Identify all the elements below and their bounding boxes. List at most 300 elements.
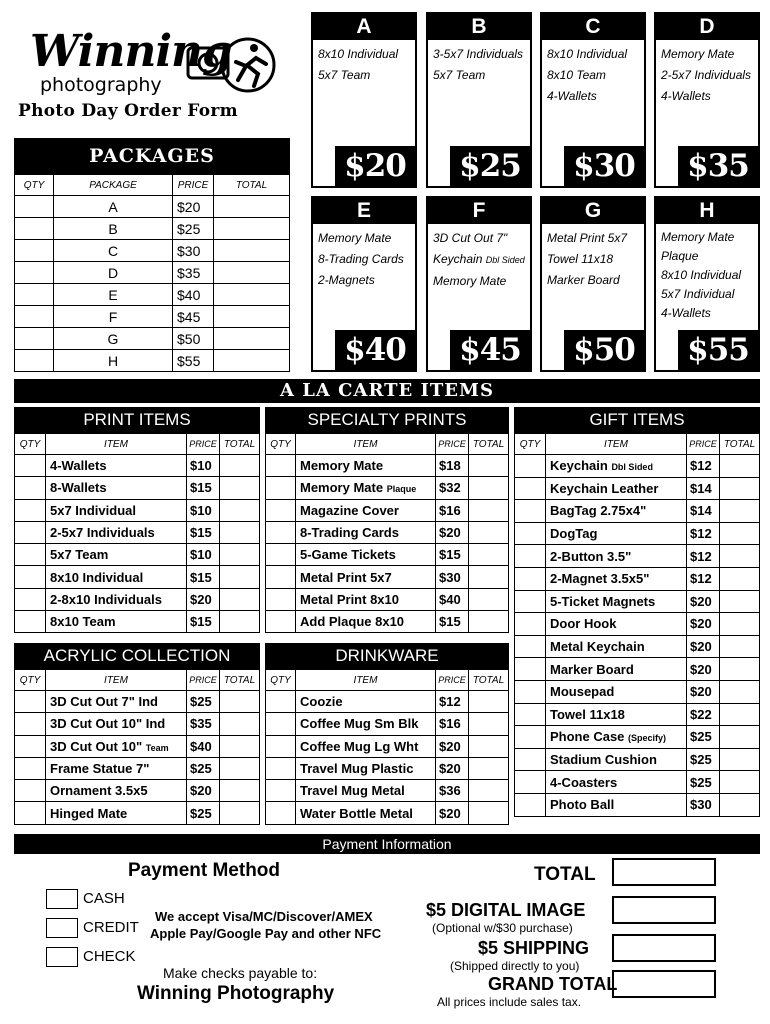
specialty-prints-table: [265, 433, 509, 633]
item-name: Ornament 3.5x5: [50, 783, 148, 799]
qty-cell[interactable]: [266, 611, 296, 633]
item-row: [15, 780, 260, 802]
item-price: $12: [687, 522, 720, 545]
card-price: $20: [335, 146, 415, 186]
item-name: DogTag: [550, 526, 598, 542]
item-row: [266, 691, 509, 713]
qty-cell[interactable]: [515, 590, 546, 613]
item-name-cell: [46, 544, 187, 566]
qty-cell[interactable]: [266, 521, 296, 543]
item-name: Magazine Cover: [300, 502, 399, 518]
package-row: [15, 218, 290, 240]
item-price: $16: [436, 713, 469, 735]
form-title: Photo Day Order Form: [18, 101, 238, 121]
col-qty: QTY: [266, 670, 296, 691]
qty-cell[interactable]: [15, 350, 54, 372]
item-price: $25: [687, 771, 720, 794]
package-row: [15, 240, 290, 262]
item-name: 5-Game Tickets: [300, 547, 396, 563]
card-line-text: 3-5x7 Individuals: [433, 47, 524, 61]
shipping-input[interactable]: [612, 934, 716, 962]
card-letter: F: [428, 198, 530, 224]
qty-cell[interactable]: [266, 566, 296, 588]
cash-label: CASH: [83, 890, 125, 907]
total-cell[interactable]: [220, 544, 260, 566]
col-package: PACKAGE: [54, 175, 173, 196]
card-line-text: Keychain: [433, 252, 483, 266]
card-letter: H: [656, 198, 758, 224]
total-cell[interactable]: [469, 802, 509, 824]
total-cell[interactable]: [220, 757, 260, 779]
item-price: $40: [187, 735, 220, 757]
item-row: [15, 566, 260, 588]
col-total: TOTAL: [220, 670, 260, 691]
card-line: [547, 270, 639, 291]
package-letter: H: [54, 350, 173, 372]
item-row: [266, 802, 509, 824]
total-input[interactable]: [612, 858, 716, 886]
total-cell[interactable]: [720, 771, 760, 794]
item-name-cell: [46, 455, 187, 477]
item-price: $12: [436, 691, 469, 713]
total-cell[interactable]: [469, 499, 509, 521]
qty-cell[interactable]: [266, 713, 296, 735]
item-name: Metal Print 8x10: [300, 591, 399, 607]
item-name-cell: [546, 793, 687, 816]
qty-cell[interactable]: [266, 735, 296, 757]
qty-cell[interactable]: [15, 757, 46, 779]
item-price: $25: [687, 748, 720, 771]
item-price: $15: [187, 611, 220, 633]
total-cell[interactable]: [720, 522, 760, 545]
total-cell[interactable]: [220, 691, 260, 713]
total-cell[interactable]: [469, 544, 509, 566]
card-line-text: Memory Mate: [433, 274, 507, 288]
payable-to-text: Make checks payable to:: [163, 965, 318, 981]
item-note: Plaque: [386, 484, 417, 495]
qty-cell[interactable]: [515, 635, 546, 658]
qty-cell[interactable]: [515, 748, 546, 771]
qty-cell[interactable]: [266, 499, 296, 521]
item-price: $15: [187, 566, 220, 588]
qty-cell[interactable]: [15, 735, 46, 757]
total-cell[interactable]: [220, 455, 260, 477]
total-cell[interactable]: [720, 680, 760, 703]
qty-cell[interactable]: [15, 588, 46, 610]
item-name-cell: [46, 691, 187, 713]
card-line: [661, 266, 753, 285]
item-price: $14: [687, 477, 720, 500]
qty-cell[interactable]: [15, 477, 46, 499]
card-line-text: Memory Mate: [661, 47, 735, 61]
item-price: $20: [687, 680, 720, 703]
total-cell[interactable]: [469, 455, 509, 477]
col-item: ITEM: [46, 434, 187, 455]
qty-cell[interactable]: [266, 780, 296, 802]
item-row: [266, 455, 509, 477]
qty-cell[interactable]: [266, 588, 296, 610]
total-cell[interactable]: [469, 780, 509, 802]
total-cell[interactable]: [720, 590, 760, 613]
card-letter: A: [313, 14, 415, 40]
digital-image-note: (Optional w/$30 purchase): [432, 921, 573, 935]
item-name-cell: [546, 771, 687, 794]
item-name-cell: [546, 590, 687, 613]
qty-cell[interactable]: [15, 455, 46, 477]
qty-cell[interactable]: [15, 802, 46, 824]
item-price: $20: [436, 521, 469, 543]
item-price: $25: [187, 802, 220, 824]
item-row: [515, 703, 760, 726]
item-row: [266, 757, 509, 779]
qty-cell[interactable]: [266, 477, 296, 499]
qty-cell[interactable]: [515, 658, 546, 681]
total-cell[interactable]: [214, 240, 290, 262]
card-price: $55: [678, 330, 758, 370]
package-price: $20: [173, 196, 214, 218]
card-price: $30: [564, 146, 644, 186]
card-line: [318, 44, 410, 65]
item-row: [266, 611, 509, 633]
card-line: [661, 228, 753, 266]
total-cell[interactable]: [220, 499, 260, 521]
qty-cell[interactable]: [15, 306, 54, 328]
package-price: $40: [173, 284, 214, 306]
card-line: [433, 249, 525, 271]
col-qty: QTY: [515, 434, 546, 455]
item-name-cell: [296, 735, 436, 757]
item-price: $36: [436, 780, 469, 802]
item-name: 2-5x7 Individuals: [50, 525, 155, 541]
item-name-cell: [296, 691, 436, 713]
item-row: [515, 590, 760, 613]
total-cell[interactable]: [214, 262, 290, 284]
total-cell[interactable]: [469, 611, 509, 633]
card-letter: G: [542, 198, 644, 224]
qty-cell[interactable]: [266, 691, 296, 713]
item-price: $10: [187, 455, 220, 477]
total-cell[interactable]: [220, 588, 260, 610]
item-name-cell: [546, 522, 687, 545]
qty-cell[interactable]: [15, 262, 54, 284]
item-name-cell: [546, 567, 687, 590]
package-letter: G: [54, 328, 173, 350]
qty-cell[interactable]: [15, 218, 54, 240]
qty-cell[interactable]: [515, 680, 546, 703]
qty-cell[interactable]: [15, 499, 46, 521]
item-row: [15, 757, 260, 779]
qty-cell[interactable]: [15, 284, 54, 306]
item-price: $30: [687, 793, 720, 816]
qty-cell[interactable]: [515, 500, 546, 523]
total-cell[interactable]: [469, 521, 509, 543]
col-qty: QTY: [15, 670, 46, 691]
payment-method-title: Payment Method: [128, 860, 281, 881]
item-name-cell: [46, 713, 187, 735]
total-cell[interactable]: [469, 735, 509, 757]
item-name: Memory Mate: [300, 458, 384, 474]
shipping-label: $5 SHIPPING: [478, 938, 590, 958]
total-cell[interactable]: [720, 703, 760, 726]
total-cell[interactable]: [720, 455, 760, 478]
qty-cell[interactable]: [515, 613, 546, 636]
item-name: Metal Keychain: [550, 639, 645, 655]
total-cell[interactable]: [220, 735, 260, 757]
package-price: $45: [173, 306, 214, 328]
item-row: [15, 521, 260, 543]
cash-checkbox[interactable]: [46, 889, 78, 909]
item-name: Travel Mug Metal: [300, 783, 405, 799]
item-name-cell: [546, 500, 687, 523]
total-cell[interactable]: [469, 477, 509, 499]
total-cell[interactable]: [214, 306, 290, 328]
total-cell[interactable]: [214, 196, 290, 218]
card-line: [547, 249, 639, 270]
card-price: $35: [678, 146, 758, 186]
card-line-text: Memory Mate Plaque: [661, 230, 735, 263]
total-cell[interactable]: [220, 566, 260, 588]
card-line: [547, 65, 639, 86]
item-name: Coffee Mug Sm Blk: [300, 716, 419, 732]
col-price: PRICE: [436, 434, 469, 455]
qty-cell[interactable]: [15, 240, 54, 262]
item-name: 2-8x10 Individuals: [50, 591, 162, 607]
qty-cell[interactable]: [15, 611, 46, 633]
item-name-cell: [46, 611, 187, 633]
card-line: [433, 65, 525, 86]
card-line: [318, 270, 410, 291]
item-price: $20: [687, 658, 720, 681]
item-name: 8x10 Team: [50, 614, 116, 630]
total-cell[interactable]: [469, 713, 509, 735]
package-row: [15, 262, 290, 284]
card-letter: C: [542, 14, 644, 40]
item-name-cell: [296, 713, 436, 735]
package-price: $30: [173, 240, 214, 262]
payment-info-bar: Payment Information: [14, 834, 760, 854]
total-cell[interactable]: [220, 713, 260, 735]
item-price: $35: [187, 713, 220, 735]
grand-total-label: GRAND TOTAL: [488, 974, 618, 994]
check-label: CHECK: [83, 948, 136, 965]
card-line-text: 2-Magnets: [318, 273, 375, 287]
qty-cell[interactable]: [515, 567, 546, 590]
item-name-cell: [296, 757, 436, 779]
qty-cell[interactable]: [15, 196, 54, 218]
total-cell[interactable]: [720, 635, 760, 658]
item-name: Towel 11x18: [550, 706, 625, 722]
item-name-cell: [46, 802, 187, 824]
total-cell[interactable]: [220, 611, 260, 633]
qty-cell[interactable]: [15, 544, 46, 566]
col-price: PRICE: [173, 175, 214, 196]
item-name-cell: [296, 802, 436, 824]
item-price: $20: [687, 590, 720, 613]
item-name-cell: [296, 544, 436, 566]
col-price: PRICE: [187, 670, 220, 691]
item-row: [515, 726, 760, 749]
total-cell[interactable]: [720, 545, 760, 568]
item-name: Frame Statue 7": [50, 761, 150, 777]
item-row: [266, 566, 509, 588]
item-name: Photo Ball: [550, 797, 615, 813]
qty-cell[interactable]: [15, 328, 54, 350]
item-name: Add Plaque 8x10: [300, 614, 405, 630]
accept-cards-text: We accept Visa/MC/Discover/AMEX: [155, 909, 373, 924]
grand-total-input[interactable]: [612, 970, 716, 998]
qty-cell[interactable]: [515, 545, 546, 568]
item-price: $12: [687, 455, 720, 478]
item-name-cell: [46, 735, 187, 757]
col-qty: QTY: [15, 434, 46, 455]
qty-cell[interactable]: [266, 455, 296, 477]
total-cell[interactable]: [720, 793, 760, 816]
print-items-title: PRINT ITEMS: [14, 407, 260, 433]
item-price: $25: [187, 757, 220, 779]
qty-cell[interactable]: [15, 780, 46, 802]
total-cell[interactable]: [469, 588, 509, 610]
col-total: TOTAL: [220, 434, 260, 455]
item-row: [266, 588, 509, 610]
item-name: Coozie: [300, 694, 343, 710]
item-row: [515, 567, 760, 590]
total-cell[interactable]: [220, 780, 260, 802]
total-cell[interactable]: [720, 658, 760, 681]
package-row: [15, 350, 290, 372]
item-name: Water Bottle Metal: [300, 805, 413, 821]
total-cell[interactable]: [469, 757, 509, 779]
card-line: [661, 304, 753, 323]
grand-total-note: All prices include sales tax.: [437, 995, 582, 1009]
camera-runner-icon: [186, 36, 280, 96]
card-line-text: 5x7 Individual: [661, 287, 735, 301]
card-price: $25: [450, 146, 530, 186]
qty-cell[interactable]: [515, 726, 546, 749]
check-checkbox[interactable]: [46, 947, 78, 967]
total-cell[interactable]: [214, 350, 290, 372]
qty-cell[interactable]: [515, 703, 546, 726]
item-name: Door Hook: [550, 616, 617, 632]
total-cell[interactable]: [469, 691, 509, 713]
item-name-cell: [546, 658, 687, 681]
total-cell[interactable]: [220, 521, 260, 543]
qty-cell[interactable]: [515, 455, 546, 478]
card-price: $40: [335, 330, 415, 370]
digital-image-input[interactable]: [612, 896, 716, 924]
item-price: $20: [436, 757, 469, 779]
total-cell[interactable]: [720, 613, 760, 636]
item-name-cell: [296, 780, 436, 802]
qty-cell[interactable]: [15, 521, 46, 543]
package-card-d: [654, 12, 760, 188]
item-price: $20: [436, 735, 469, 757]
total-cell[interactable]: [720, 748, 760, 771]
total-cell[interactable]: [720, 567, 760, 590]
total-cell[interactable]: [720, 477, 760, 500]
item-name-cell: [46, 780, 187, 802]
item-name-cell: [46, 588, 187, 610]
card-line: [433, 44, 525, 65]
item-name: Memory Mate: [300, 480, 384, 496]
payee-name: Winning Photography: [137, 983, 335, 1004]
item-row: [15, 713, 260, 735]
card-line: [547, 228, 639, 249]
item-price: $12: [687, 545, 720, 568]
acrylic-table: [14, 669, 260, 825]
qty-cell[interactable]: [15, 566, 46, 588]
card-price: $45: [450, 330, 530, 370]
qty-cell[interactable]: [266, 802, 296, 824]
col-total: TOTAL: [720, 434, 760, 455]
item-name-cell: [546, 703, 687, 726]
item-name-cell: [296, 499, 436, 521]
item-row: [266, 780, 509, 802]
item-name-cell: [546, 455, 687, 478]
qty-cell[interactable]: [266, 757, 296, 779]
item-row: [515, 455, 760, 478]
qty-cell[interactable]: [515, 522, 546, 545]
item-name-cell: [546, 545, 687, 568]
item-row: [266, 544, 509, 566]
total-cell[interactable]: [220, 477, 260, 499]
item-row: [266, 499, 509, 521]
card-letter: B: [428, 14, 530, 40]
card-line: [318, 65, 410, 86]
qty-cell[interactable]: [266, 544, 296, 566]
total-cell[interactable]: [214, 284, 290, 306]
specialty-prints-title: SPECIALTY PRINTS: [265, 407, 509, 433]
package-row: [15, 284, 290, 306]
card-line: [661, 65, 753, 86]
packages-title: PACKAGES: [14, 138, 290, 174]
total-cell[interactable]: [469, 566, 509, 588]
qty-cell[interactable]: [15, 713, 46, 735]
card-line-text: 4-Wallets: [547, 89, 597, 103]
brand-logo-subtitle: photography: [40, 74, 162, 96]
card-line: [547, 86, 639, 107]
package-row: [15, 328, 290, 350]
qty-cell[interactable]: [515, 793, 546, 816]
qty-cell[interactable]: [15, 691, 46, 713]
item-name-cell: [296, 477, 436, 499]
item-name: Hinged Mate: [50, 805, 128, 821]
item-row: [15, 691, 260, 713]
item-price: $30: [436, 566, 469, 588]
total-cell[interactable]: [720, 500, 760, 523]
card-line-text: Marker Board: [547, 273, 620, 287]
item-price: $15: [187, 521, 220, 543]
qty-cell[interactable]: [515, 477, 546, 500]
item-name-cell: [296, 566, 436, 588]
total-cell[interactable]: [214, 328, 290, 350]
item-row: [15, 499, 260, 521]
item-name-cell: [46, 521, 187, 543]
credit-checkbox[interactable]: [46, 918, 78, 938]
item-price: $40: [436, 588, 469, 610]
qty-cell[interactable]: [515, 771, 546, 794]
total-cell[interactable]: [220, 802, 260, 824]
item-name-cell: [46, 757, 187, 779]
item-row: [15, 544, 260, 566]
package-letter: F: [54, 306, 173, 328]
item-price: $14: [687, 500, 720, 523]
card-letter: D: [656, 14, 758, 40]
total-cell[interactable]: [720, 726, 760, 749]
item-name: 8x10 Individual: [50, 569, 144, 585]
total-cell[interactable]: [214, 218, 290, 240]
package-price: $25: [173, 218, 214, 240]
card-line-text: 8-Trading Cards: [318, 252, 404, 266]
